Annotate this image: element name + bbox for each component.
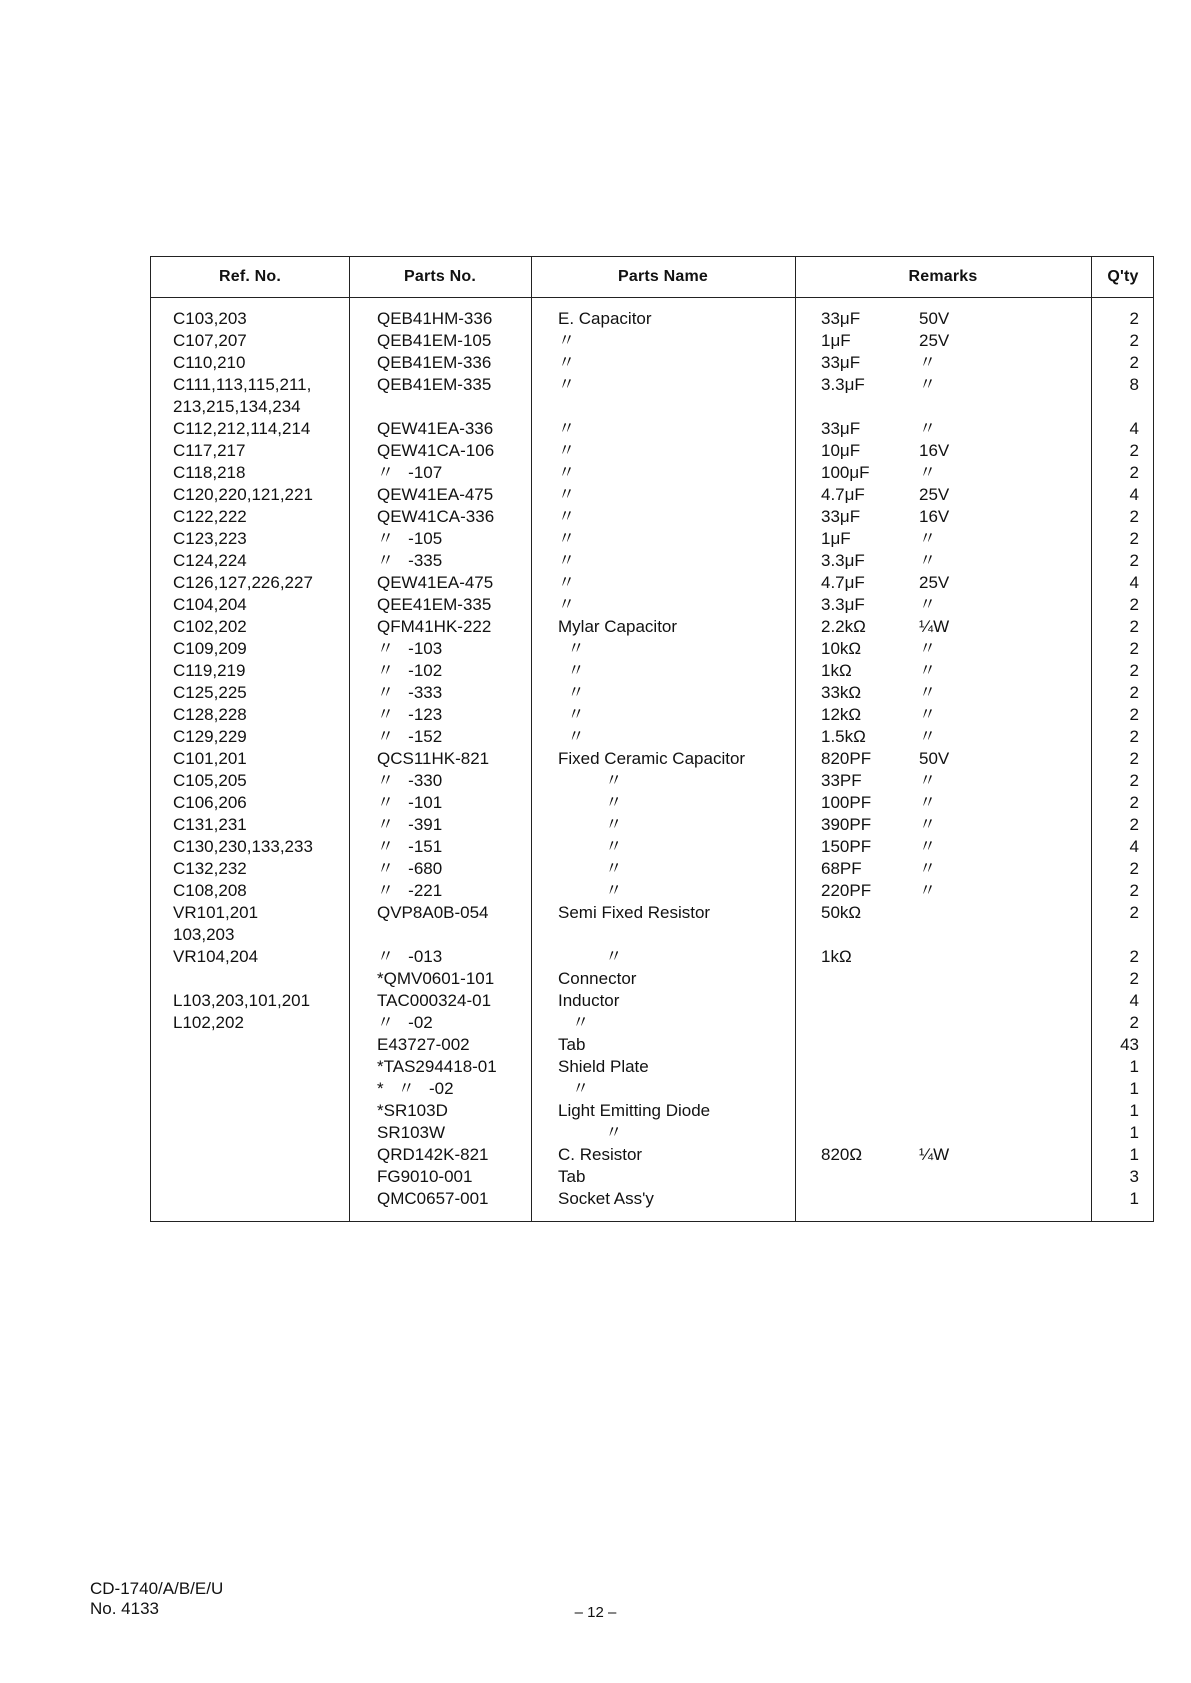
parts-name-cell: Connector [558,969,637,988]
parts-no-cell: QCS11HK-821 [377,749,490,768]
remarks-value-cell: 10μF [821,441,861,460]
remarks-value-cell: 1kΩ [821,661,852,680]
remarks-rating-cell: ¼W [919,1145,950,1164]
ref-no-cell: C129,229 [173,727,247,746]
qty-cell: 2 [1129,903,1139,922]
parts-list-table [150,256,1154,1222]
parts-no-cell: * 〃 -02 [377,1079,454,1098]
ref-no-cell: C112,212,114,214 [173,419,311,438]
table-row [151,616,1153,638]
parts-name-cell: 〃 [558,595,575,614]
parts-name-cell: Fixed Ceramic Capacitor [558,749,746,768]
parts-no-cell: QMC0657-001 [377,1189,489,1208]
table-row [151,990,1153,1012]
parts-no-cell: QEB41EM-335 [377,375,492,394]
ref-no-cell: C105,205 [173,771,247,790]
ref-no-cell: C132,232 [173,859,247,878]
qty-cell: 1 [1129,1101,1139,1120]
parts-no-cell: 〃 -391 [377,815,443,834]
remarks-rating-cell: 〃 [919,595,936,614]
parts-name-cell: 〃 [558,683,585,702]
parts-name-cell: Mylar Capacitor [558,617,678,636]
parts-name-cell: 〃 [558,947,623,966]
table-row [151,1056,1153,1078]
remarks-value-cell: 50kΩ [821,903,862,922]
parts-no-cell: QEW41CA-336 [377,507,495,526]
remarks-rating-cell: 〃 [919,881,936,900]
parts-name-cell: 〃 [558,661,585,680]
parts-name-cell: 〃 [558,727,585,746]
table-row [151,440,1153,462]
parts-name-cell: 〃 [558,639,585,658]
parts-no-cell: 〃 -335 [377,551,443,570]
qty-cell: 2 [1129,815,1139,834]
parts-no-cell: QFM41HK-222 [377,617,492,636]
remarks-value-cell: 4.7μF [821,485,865,504]
parts-name-cell: 〃 [558,463,575,482]
ref-no-cell: C102,202 [173,617,247,636]
remarks-rating-cell: 25V [919,331,950,350]
table-row [151,880,1153,902]
qty-cell: 3 [1129,1167,1139,1186]
ref-no-cell: C119,219 [173,661,246,680]
table-body [151,308,1153,1210]
remarks-value-cell: 1kΩ [821,947,852,966]
header-parts-no: Parts No. [403,268,477,285]
remarks-value-cell: 4.7μF [821,573,865,592]
qty-cell: 2 [1129,595,1139,614]
parts-name-cell: 〃 [558,353,575,372]
qty-cell: 2 [1129,749,1139,768]
parts-name-cell: 〃 [558,771,623,790]
parts-no-cell: 〃 -02 [377,1013,433,1032]
remarks-rating-cell: 25V [919,573,950,592]
parts-no-cell: QEB41EM-336 [377,353,492,372]
remarks-rating-cell: 〃 [919,419,936,438]
qty-cell: 4 [1129,419,1139,438]
table-row [151,946,1153,968]
remarks-value-cell: 33μF [821,309,861,328]
remarks-value-cell: 33PF [821,771,862,790]
ref-no-cell: C108,208 [173,881,247,900]
qty-cell: 1 [1129,1123,1139,1142]
qty-cell: 2 [1129,507,1139,526]
qty-cell: 2 [1129,617,1139,636]
table-row [151,572,1153,594]
remarks-rating-cell: 50V [919,749,950,768]
table-row [151,550,1153,572]
remarks-rating-cell: 50V [919,309,950,328]
remarks-value-cell: 33μF [821,353,861,372]
table-row [151,352,1153,374]
parts-name-cell: 〃 [558,1013,590,1032]
ref-no-cell: C109,209 [173,639,247,658]
remarks-rating-cell: 〃 [919,727,936,746]
remarks-value-cell: 33kΩ [821,683,862,702]
table-row [151,396,1153,418]
table-row [151,1144,1153,1166]
parts-name-cell: Light Emitting Diode [558,1101,711,1120]
parts-no-cell: 〃 -152 [377,727,443,746]
ref-no-cell: L102,202 [173,1013,244,1032]
table-row [151,1100,1153,1122]
parts-no-cell: 〃 -123 [377,705,443,724]
qty-cell: 2 [1129,969,1139,988]
ref-no-cell: C101,201 [173,749,247,768]
header-ref-no: Ref. No. [218,268,282,285]
table-row [151,462,1153,484]
qty-cell: 43 [1120,1035,1139,1054]
ref-no-cell: 103,203 [173,925,235,944]
ref-no-cell: C123,223 [173,529,247,548]
parts-no-cell: QEW41EA-475 [377,485,494,504]
qty-cell: 4 [1129,837,1139,856]
remarks-rating-cell: ¼W [919,617,950,636]
document-number: No. 4133 [90,1599,159,1618]
table-row [151,374,1153,396]
parts-no-cell: 〃 -013 [377,947,443,966]
qty-cell: 2 [1129,463,1139,482]
remarks-rating-cell: 〃 [919,705,936,724]
parts-name-cell: Socket Ass'y [558,1189,654,1208]
parts-name-cell: 〃 [558,375,575,394]
parts-no-cell: 〃 -107 [377,463,443,482]
qty-cell: 2 [1129,661,1139,680]
remarks-value-cell: 1.5kΩ [821,727,866,746]
parts-name-cell: 〃 [558,573,575,592]
remarks-rating-cell: 〃 [919,353,936,372]
table-row [151,682,1153,704]
ref-no-cell: C103,203 [173,309,247,328]
qty-cell: 4 [1129,485,1139,504]
parts-name-cell: 〃 [558,793,623,812]
remarks-value-cell: 1μF [821,529,851,548]
remarks-value-cell: 2.2kΩ [821,617,866,636]
remarks-rating-cell: 〃 [919,639,936,658]
ref-no-cell: C117,217 [173,441,246,460]
remarks-rating-cell: 〃 [919,683,936,702]
qty-cell: 2 [1129,353,1139,372]
parts-no-cell: QEW41EA-475 [377,573,494,592]
table-row [151,1122,1153,1144]
table-row [151,594,1153,616]
qty-cell: 2 [1129,1013,1139,1032]
table-row [151,902,1153,924]
parts-no-cell: QEB41EM-105 [377,331,492,350]
page-number: – 12 – [574,1604,617,1621]
ref-no-cell: VR104,204 [173,947,259,966]
parts-no-cell: *TAS294418-01 [377,1057,497,1076]
remarks-rating-cell: 〃 [919,771,936,790]
remarks-value-cell: 68PF [821,859,862,878]
parts-no-cell: QVP8A0B-054 [377,903,489,922]
remarks-value-cell: 1μF [821,331,851,350]
table-header [151,257,1153,298]
table-row [151,1188,1153,1210]
parts-no-cell: 〃 -101 [377,793,443,812]
qty-cell: 2 [1129,441,1139,460]
parts-no-cell: 〃 -102 [377,661,443,680]
parts-name-cell: 〃 [558,551,575,570]
remarks-rating-cell: 〃 [919,529,936,548]
table-row [151,770,1153,792]
qty-cell: 8 [1129,375,1139,394]
remarks-value-cell: 33μF [821,507,861,526]
table-row [151,418,1153,440]
header-qty: Q'ty [1107,268,1139,285]
parts-no-cell: SR103W [377,1123,446,1142]
parts-no-cell: TAC000324-01 [377,991,492,1010]
table-row [151,814,1153,836]
table-row [151,330,1153,352]
parts-name-cell: 〃 [558,815,623,834]
table-row [151,484,1153,506]
parts-name-cell: 〃 [558,1123,623,1142]
qty-cell: 2 [1129,793,1139,812]
qty-cell: 2 [1129,727,1139,746]
parts-no-cell: 〃 -221 [377,881,443,900]
parts-no-cell: 〃 -680 [377,859,443,878]
table-row [151,528,1153,550]
remarks-value-cell: 10kΩ [821,639,862,658]
remarks-value-cell: 12kΩ [821,705,862,724]
parts-no-cell: QEB41HM-336 [377,309,493,328]
table-row [151,704,1153,726]
remarks-rating-cell: 〃 [919,375,936,394]
ref-no-cell: C110,210 [173,353,246,372]
qty-cell: 4 [1129,991,1139,1010]
remarks-rating-cell: 25V [919,485,950,504]
qty-cell: 2 [1129,859,1139,878]
qty-cell: 1 [1129,1189,1139,1208]
qty-cell: 2 [1129,947,1139,966]
parts-name-cell: 〃 [558,507,575,526]
qty-cell: 2 [1129,683,1139,702]
parts-no-cell: QEE41EM-335 [377,595,492,614]
table-row [151,1034,1153,1056]
ref-no-cell: VR101,201 [173,903,259,922]
remarks-rating-cell: 〃 [919,837,936,856]
remarks-value-cell: 100μF [821,463,870,482]
parts-no-cell: *SR103D [377,1101,448,1120]
parts-name-cell: 〃 [558,441,575,460]
ref-no-cell: C131,231 [173,815,247,834]
qty-cell: 2 [1129,881,1139,900]
remarks-value-cell: 820Ω [821,1145,863,1164]
header-remarks: Remarks [908,268,978,285]
parts-name-cell: 〃 [558,419,575,438]
table-row [151,792,1153,814]
parts-name-cell: 〃 [558,837,623,856]
qty-cell: 2 [1129,639,1139,658]
table-row [151,1012,1153,1034]
parts-name-cell: Shield Plate [558,1057,649,1076]
table-row [151,836,1153,858]
remarks-rating-cell: 〃 [919,463,936,482]
ref-no-cell: C104,204 [173,595,247,614]
remarks-value-cell: 33μF [821,419,861,438]
qty-cell: 1 [1129,1079,1139,1098]
ref-no-cell: C128,228 [173,705,247,724]
remarks-rating-cell: 〃 [919,661,936,680]
header-parts-name: Parts Name [617,268,709,285]
remarks-rating-cell: 〃 [919,793,936,812]
remarks-rating-cell: 16V [919,441,950,460]
parts-name-cell: Tab [558,1167,586,1186]
parts-name-cell: 〃 [558,859,623,878]
qty-cell: 2 [1129,551,1139,570]
ref-no-cell: C122,222 [173,507,247,526]
parts-no-cell: 〃 -105 [377,529,443,548]
parts-name-cell: E. Capacitor [558,309,652,328]
table-row [151,506,1153,528]
remarks-rating-cell: 16V [919,507,950,526]
ref-no-cell: C120,220,121,221 [173,485,313,504]
remarks-rating-cell: 〃 [919,551,936,570]
parts-no-cell: QEW41CA-106 [377,441,495,460]
table-row [151,968,1153,990]
parts-name-cell: C. Resistor [558,1145,643,1164]
table-row [151,660,1153,682]
ref-no-cell: 213,215,134,234 [173,397,301,416]
parts-no-cell: *QMV0601-101 [377,969,495,988]
ref-no-cell: C130,230,133,233 [173,837,313,856]
qty-cell: 2 [1129,705,1139,724]
parts-no-cell: 〃 -151 [377,837,443,856]
parts-no-cell: E43727-002 [377,1035,470,1054]
parts-name-cell: Inductor [558,991,620,1010]
parts-name-cell: Tab [558,1035,586,1054]
qty-cell: 2 [1129,771,1139,790]
qty-cell: 2 [1129,529,1139,548]
remarks-value-cell: 3.3μF [821,551,865,570]
ref-no-cell: C111,113,115,211, [173,375,312,394]
ref-no-cell: C106,206 [173,793,247,812]
table-row [151,924,1153,946]
remarks-value-cell: 820PF [821,749,872,768]
remarks-value-cell: 220PF [821,881,872,900]
table-row [151,638,1153,660]
remarks-value-cell: 3.3μF [821,375,865,394]
parts-name-cell: 〃 [558,529,575,548]
table-row [151,1078,1153,1100]
parts-name-cell: 〃 [558,331,575,350]
remarks-value-cell: 100PF [821,793,872,812]
remarks-value-cell: 3.3μF [821,595,865,614]
table-row [151,858,1153,880]
parts-no-cell: 〃 -333 [377,683,443,702]
remarks-rating-cell: 〃 [919,815,936,834]
qty-cell: 4 [1129,573,1139,592]
table-row [151,1166,1153,1188]
ref-no-cell: L103,203,101,201 [173,991,311,1010]
qty-cell: 1 [1129,1057,1139,1076]
parts-name-cell: 〃 [558,881,623,900]
remarks-value-cell: 150PF [821,837,872,856]
parts-no-cell: 〃 -330 [377,771,443,790]
parts-no-cell: 〃 -103 [377,639,443,658]
qty-cell: 2 [1129,331,1139,350]
qty-cell: 1 [1129,1145,1139,1164]
ref-no-cell: C125,225 [173,683,247,702]
table-row [151,726,1153,748]
parts-name-cell: 〃 [558,485,575,504]
parts-name-cell: 〃 [558,1079,590,1098]
table-row [151,308,1153,330]
parts-name-cell: 〃 [558,705,585,724]
remarks-rating-cell: 〃 [919,859,936,878]
ref-no-cell: C107,207 [173,331,247,350]
model-number: CD-1740/A/B/E/U [90,1579,224,1598]
ref-no-cell: C124,224 [173,551,247,570]
qty-cell: 2 [1129,309,1139,328]
ref-no-cell: C118,218 [173,463,246,482]
remarks-value-cell: 390PF [821,815,872,834]
table-row [151,748,1153,770]
parts-no-cell: QRD142K-821 [377,1145,489,1164]
parts-name-cell: Semi Fixed Resistor [558,903,711,922]
ref-no-cell: C126,127,226,227 [173,573,313,592]
parts-no-cell: QEW41EA-336 [377,419,494,438]
parts-no-cell: FG9010-001 [377,1167,473,1186]
